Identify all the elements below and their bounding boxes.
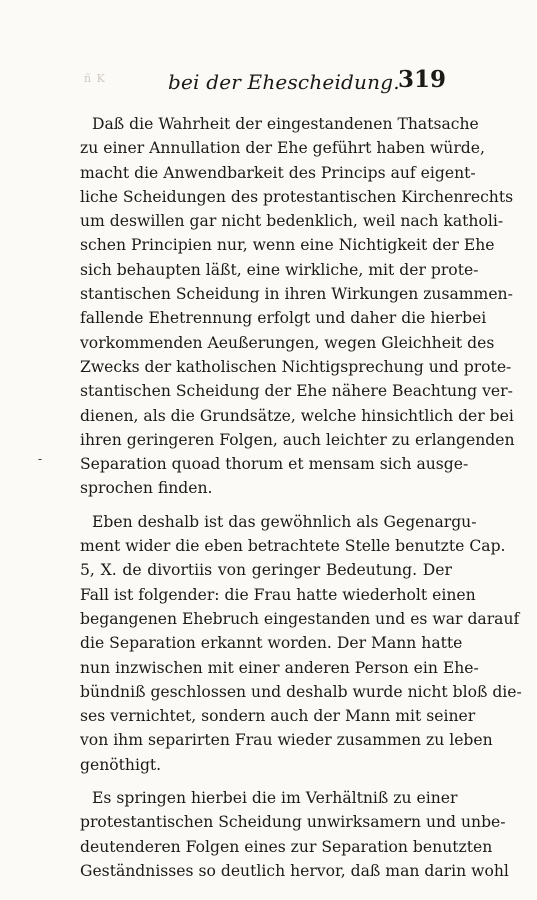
paragraph-3 bbox=[80, 786, 509, 883]
text-line: protestantischen Scheidung unwirksamern und unbe- bbox=[80, 813, 506, 832]
text-line: bündniß geschlossen und deshalb wurde nicht bloß die- bbox=[80, 682, 522, 701]
text-line: macht die Anwendbarkeit des Princips auf eigent- bbox=[80, 163, 476, 182]
text-line: zu einer Annullation der Ehe geführt haben würde, bbox=[80, 139, 485, 158]
page-number: 319 bbox=[398, 66, 447, 93]
text-line: stantischen Scheidung in ihren Wirkungen zusammen- bbox=[80, 285, 513, 304]
paragraph-1 bbox=[80, 112, 515, 501]
text-line: die Separation erkannt worden. Der Mann hatte bbox=[80, 634, 463, 653]
text-line: schen Principien nur, wenn eine Nichtigkeit der Ehe bbox=[80, 236, 495, 255]
text-line: Es springen hierbei die im Verhältniß zu einer bbox=[92, 789, 458, 808]
text-line: ses vernichtet, sondern auch der Mann mit seiner bbox=[80, 707, 476, 726]
text-line: stantischen Scheidung der Ehe nähere Beachtung ver- bbox=[80, 382, 513, 401]
text-line: deutenderen Folgen eines zur Separation benutzten bbox=[80, 837, 493, 856]
text-line: sprochen finden. bbox=[80, 479, 213, 498]
body-text bbox=[80, 112, 522, 883]
paragraph-2 bbox=[80, 510, 522, 777]
text-line: Eben deshalb ist das gewöhnlich als Gegenargu- bbox=[92, 512, 477, 531]
text-line: 5, X. de divortiis von geringer Bedeutung. Der bbox=[80, 561, 452, 580]
text-line: genöthigt. bbox=[80, 755, 162, 774]
text-line: vorkommenden Aeußerungen, wegen Gleichheit des bbox=[80, 333, 495, 352]
bleed-through-text: ñ K bbox=[84, 72, 106, 85]
text-line: liche Scheidungen des protestantischen Kirchenrechts bbox=[80, 187, 514, 206]
text-line: von ihm separirten Frau wieder zusammen zu leben bbox=[80, 731, 493, 750]
text-line: Geständnisses so deutlich hervor, daß man darin wohl bbox=[80, 861, 509, 880]
text-line: Fall ist folgender: die Frau hatte wiederholt einen bbox=[80, 585, 476, 604]
text-line: ihren geringeren Folgen, auch leichter zu erlangenden bbox=[80, 430, 515, 449]
text-line: sich behaupten läßt, eine wirkliche, mit der prote- bbox=[80, 260, 479, 279]
running-head: bei der Ehescheidung. bbox=[168, 70, 400, 94]
margin-mark: - bbox=[38, 452, 43, 466]
text-line: begangenen Ehebruch eingestanden und es war darauf bbox=[80, 609, 520, 628]
text-line: dienen, als die Grundsätze, welche hinsichtlich der bei bbox=[80, 406, 514, 425]
text-line: fallende Ehetrennung erfolgt und daher die hierbei bbox=[80, 309, 487, 328]
text-line: Zwecks der katholischen Nichtigsprechung und prote- bbox=[80, 357, 512, 376]
text-line: Daß die Wahrheit der eingestandenen Thatsache bbox=[92, 115, 479, 133]
text-line: ment wider die eben betrachtete Stelle benutzte Cap. bbox=[80, 537, 506, 556]
text-line: Separation quoad thorum et mensam sich ausge- bbox=[80, 455, 469, 474]
text-line: um deswillen gar nicht bedenklich, weil nach katholi- bbox=[80, 212, 504, 231]
text-line: nun inzwischen mit einer anderen Person ein Ehe- bbox=[80, 658, 479, 677]
